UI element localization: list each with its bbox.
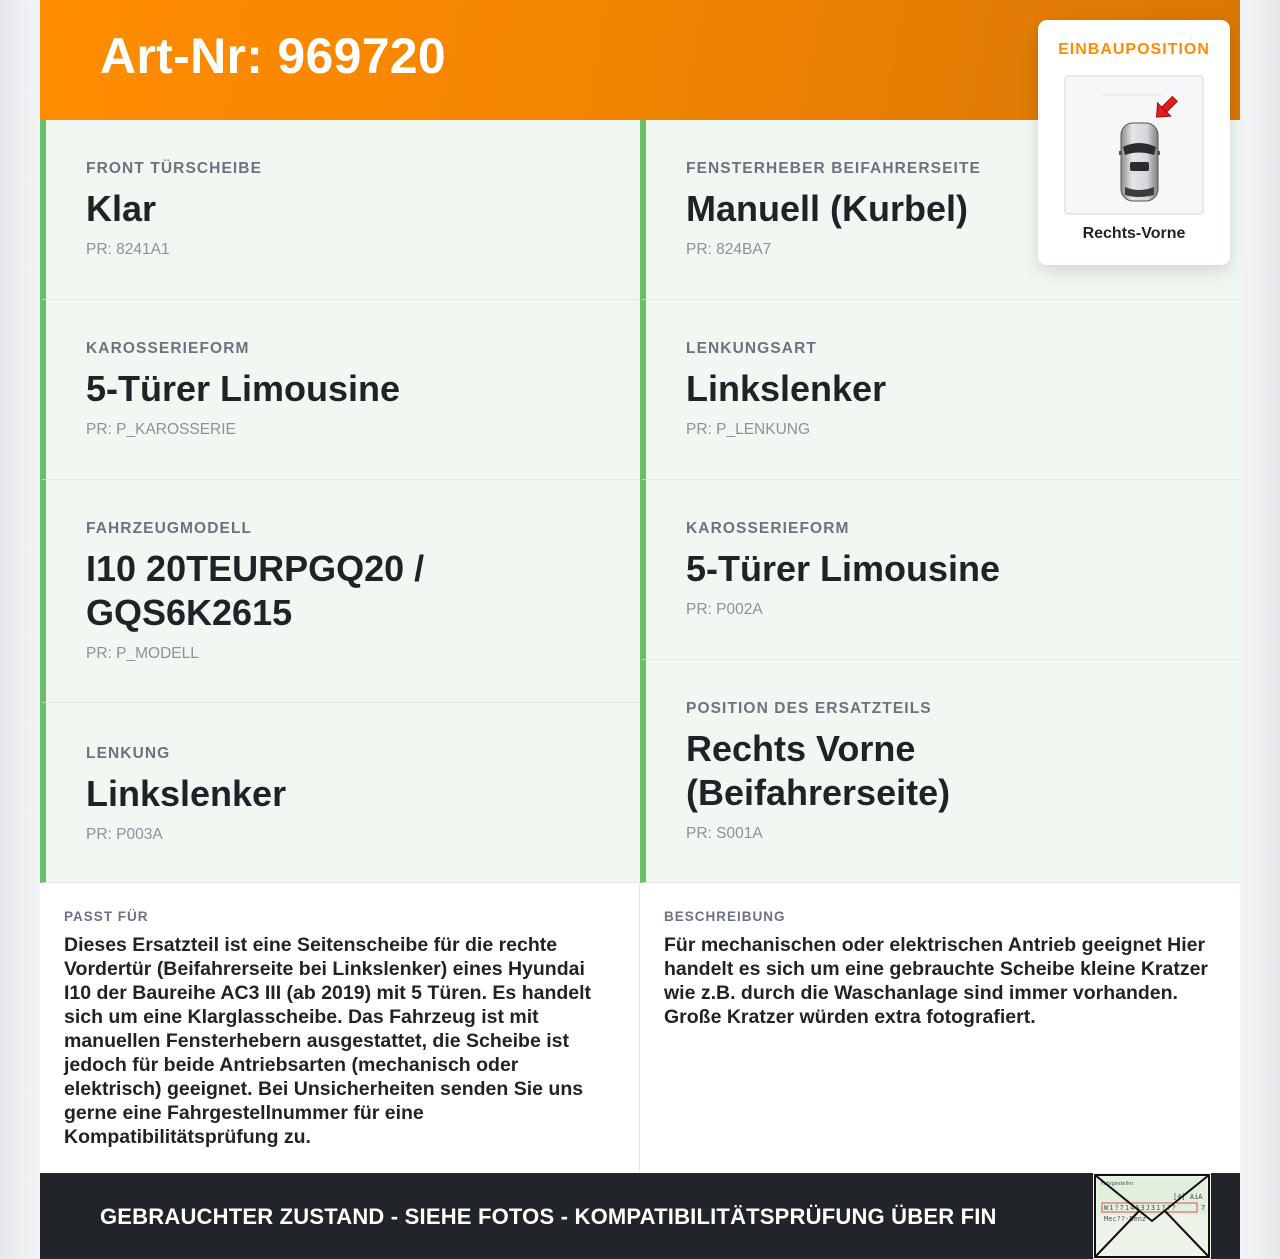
description-section (640, 883, 1240, 1173)
svg-text:7: 7 (1201, 1204, 1206, 1212)
spec-pr-code: PR: 824BA7 (686, 241, 772, 258)
fin-envelope-image[interactable] (1093, 1173, 1211, 1259)
article-number-title: Art-Nr: 969720 (100, 28, 447, 84)
spec-label: FAHRZEUGMODELL (86, 520, 253, 537)
spec-label: POSITION DES ERSATZTEILS (686, 700, 932, 717)
svg-text:W1?71463J31???: W1?71463J31??? (1104, 1204, 1178, 1212)
spec-pr-code: PR: P_LENKUNG (686, 421, 811, 438)
spec-cell (40, 300, 640, 480)
specs-left-column (40, 120, 640, 883)
spec-value: Linkslenker (86, 773, 287, 814)
car-position-image[interactable] (1064, 75, 1204, 215)
installation-position-title: EINBAUPOSITION (1058, 41, 1210, 58)
spec-value: Manuell (Kurbel) (686, 188, 969, 229)
spec-pr-code: PR: P003A (86, 826, 163, 843)
footer-text: GEBRAUCHTER ZUSTAND - SIEHE FOTOS - KOMPATIBILITÄTSPRÜFUNG ÜBER FIN (100, 1204, 997, 1229)
spec-label: LENKUNGSART (686, 340, 817, 357)
envelope-registration-document-icon (1093, 1173, 1211, 1259)
svg-text:[4] AiA: [4] AiA (1173, 1193, 1203, 1201)
spec-pr-code: PR: 8241A1 (86, 241, 170, 258)
spec-label: KAROSSERIEFORM (686, 520, 850, 537)
spec-cell (640, 300, 1240, 480)
spec-cell (40, 480, 640, 703)
spec-cell (640, 480, 1240, 660)
spec-value: Klar (86, 188, 157, 229)
svg-text:Fahrgestellnr.: Fahrgestellnr. (1101, 1181, 1135, 1187)
spec-cell (640, 660, 1240, 883)
fits-label: PASST FÜR (64, 909, 149, 924)
product-sheet (40, 0, 1240, 1259)
spec-label: FENSTERHEBER BEIFAHRERSEITE (686, 160, 981, 177)
svg-text:Mec??-Benz: Mec??-Benz (1104, 1215, 1147, 1223)
footer-banner (40, 1173, 1240, 1259)
spec-value: I10 20TEURPGQ20 / GQS6K2615 (86, 548, 425, 633)
description-label: BESCHREIBUNG (664, 909, 786, 924)
fits-section (40, 883, 640, 1173)
spec-pr-code: PR: S001A (686, 825, 763, 842)
spec-value: Linkslenker (686, 368, 887, 409)
spec-pr-code: PR: P_MODELL (86, 645, 199, 662)
spec-pr-code: PR: P_KAROSSERIE (86, 421, 236, 438)
spec-pr-code: PR: P002A (686, 601, 763, 618)
spec-cell (40, 703, 640, 883)
spec-label: LENKUNG (86, 745, 171, 762)
car-top-view-with-arrow-icon (1066, 77, 1202, 213)
spec-cell (40, 120, 640, 300)
installation-position-caption: Rechts-Vorne (1082, 225, 1186, 242)
installation-position-card (1038, 20, 1230, 265)
description-text: Für mechanischen oder elektrischen Antrieb geeignet Hier handelt es sich um eine gebrauchte Scheibe kleine Kratzer wie z.B. durch die Waschanlage sind immer vorhanden. Große Kratzer würden extra fotografiert. (664, 934, 1209, 1028)
spec-label: FRONT TÜRSCHEIBE (86, 160, 263, 177)
spec-value: 5-Türer Limousine (686, 548, 1001, 589)
spec-value: 5-Türer Limousine (86, 368, 401, 409)
spec-label: KAROSSERIEFORM (86, 340, 250, 357)
spec-value: Rechts Vorne (Beifahrerseite) (686, 728, 951, 813)
fits-text: Dieses Ersatzteil ist eine Seitenscheibe für die rechte Vordertür (Beifahrerseite bei Linkslenker) eines Hyundai I10 der Baureihe AC3 III (ab 2019) mit 5 Türen. Es handelt sich um eine Klarglasscheibe. Das Fahrzeug ist mit manuellen Fensterhebern ausgestattet, die Scheibe ist jedoch für beide Antriebsarten (mechanisch oder elektrisch) geeignet. Bei Unsicherheiten senden Sie uns gerne eine Fahrgestellnummer für eine Kompatibilitätsprüfung zu. (64, 934, 592, 1148)
